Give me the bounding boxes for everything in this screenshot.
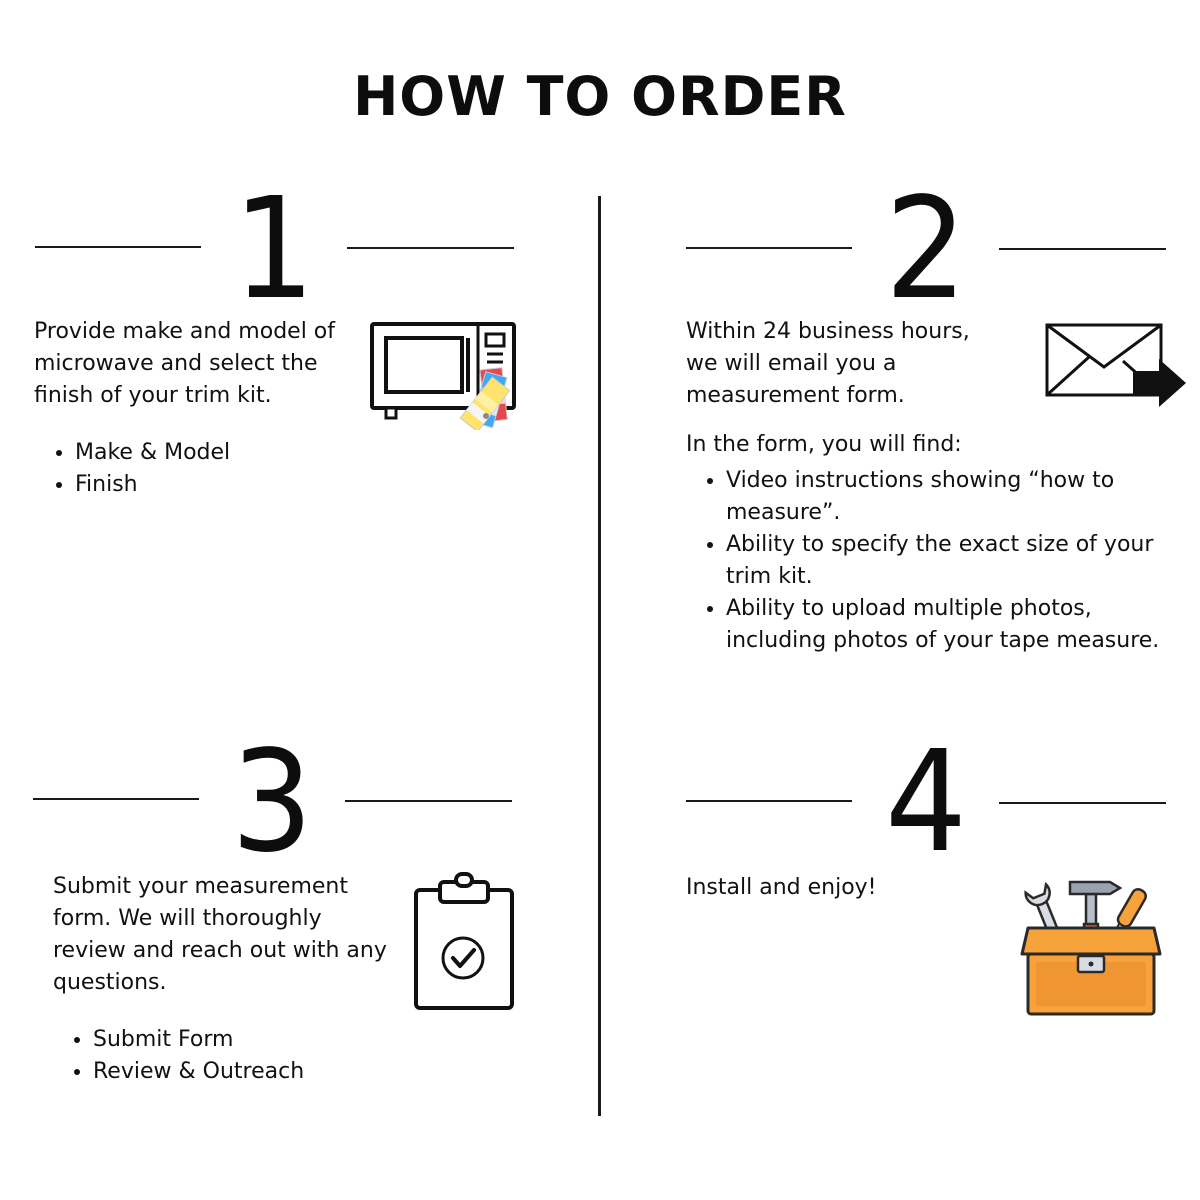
email-send-icon (1043, 321, 1189, 411)
step-1-bullets (35, 437, 495, 501)
step-4-rule-left (686, 800, 852, 802)
step-1-rule-left (35, 246, 201, 248)
list-item: • Finish (75, 469, 495, 501)
step-1-rule-right (347, 247, 514, 249)
step-2-intro: In the form, you will find: (686, 432, 962, 457)
step-4-text: Install and enjoy! (686, 875, 877, 900)
step-2-rule-right (999, 248, 1166, 250)
list-item: • Review & Outreach (93, 1056, 513, 1088)
step-3-text: Submit your measurement form. We will thoroughly review and reach out with any questions. (53, 874, 387, 995)
step-2-number: 2 (885, 168, 967, 331)
step-2-text: Within 24 business hours, we will email you a measurement form. (686, 319, 970, 408)
center-divider (598, 196, 601, 1116)
list-item: • Ability to specify the exact size of your trim kit. (726, 529, 1172, 593)
microwave-icon (368, 320, 543, 430)
step-3-rule-left (33, 798, 199, 800)
step-3-bullets (53, 1024, 513, 1088)
step-3-rule-right (345, 800, 512, 802)
page-title: HOW TO ORDER (353, 65, 847, 128)
step-1-text: Provide make and model of microwave and select the finish of your trim kit. (34, 319, 336, 408)
step-4-number: 4 (885, 721, 967, 884)
step-1-number: 1 (233, 168, 315, 331)
list-item: • Video instructions showing “how to measure”. (726, 465, 1172, 529)
step-2-rule-left (686, 247, 852, 249)
list-item: • Submit Form (93, 1024, 513, 1056)
list-item: • Ability to upload multiple photos, including photos of your tape measure. (726, 593, 1172, 657)
step-4-rule-right (999, 802, 1166, 804)
list-item: • Make & Model (75, 437, 495, 469)
clipboard-check-icon (410, 870, 518, 1014)
step-3-number: 3 (231, 721, 313, 884)
toolbox-icon (1018, 876, 1164, 1020)
step-2-bullets (686, 465, 1172, 657)
